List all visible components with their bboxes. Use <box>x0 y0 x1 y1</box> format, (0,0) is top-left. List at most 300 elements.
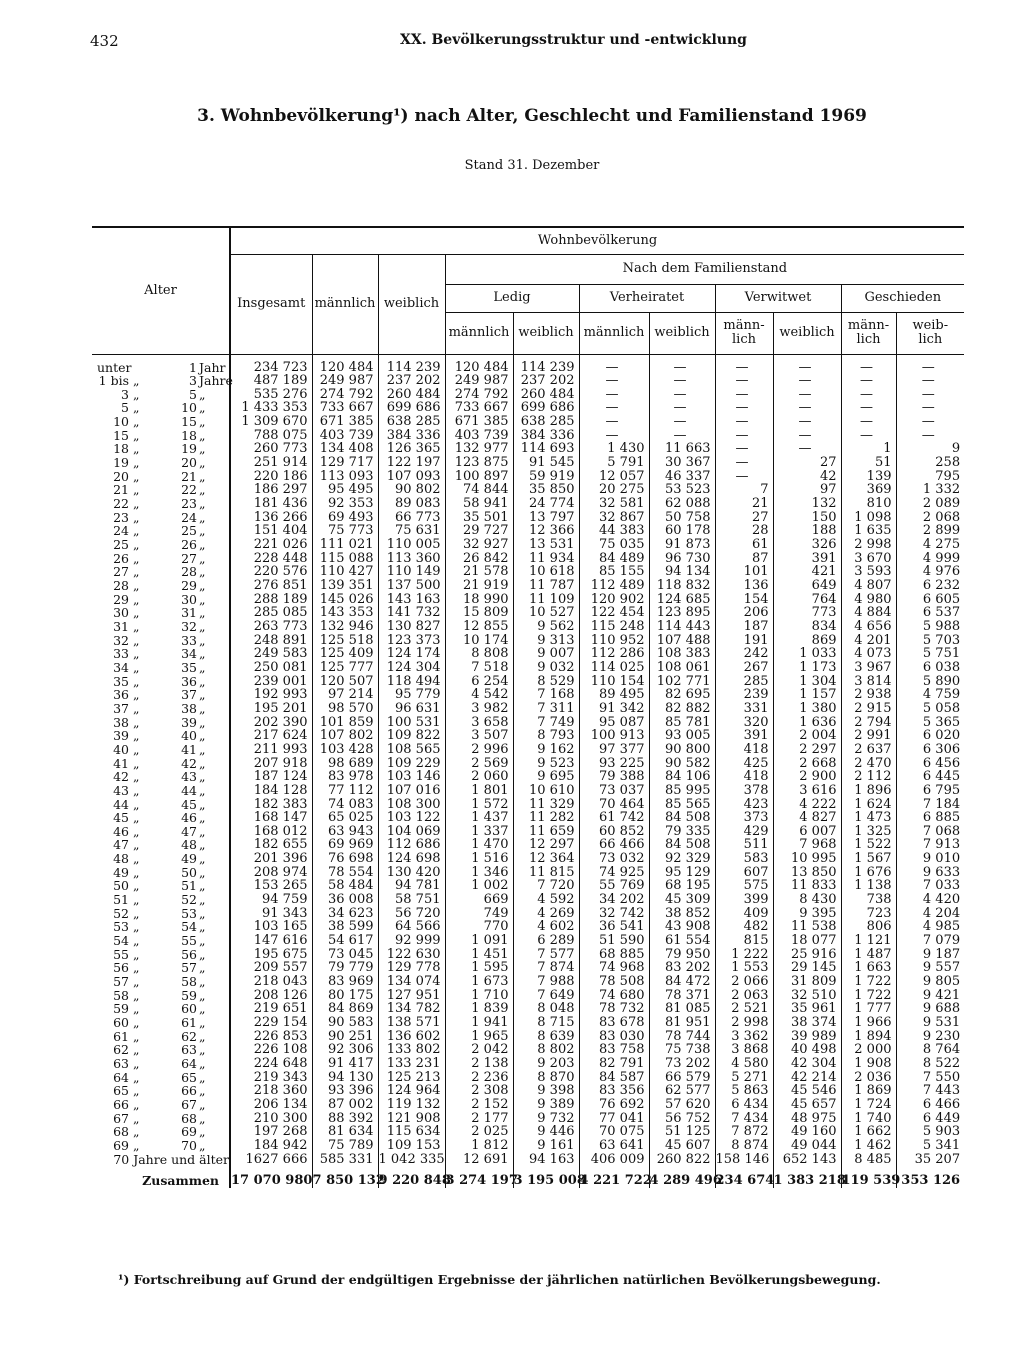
value-cell: 77 112 <box>312 784 378 798</box>
value-cell: 109 153 <box>378 1139 445 1153</box>
value-cell: 202 390 <box>230 716 312 730</box>
value-cell: 220 576 <box>230 565 312 579</box>
value-cell: 201 396 <box>230 852 312 866</box>
value-cell: 9 187 <box>896 948 964 962</box>
value-cell: 4 807 <box>841 579 896 593</box>
age-part: „ <box>199 878 206 894</box>
value-cell: 2 794 <box>841 716 896 730</box>
value-cell: 45 657 <box>773 1098 841 1112</box>
value-cell: — <box>896 374 964 388</box>
age-part: 44 <box>113 796 129 812</box>
age-cell <box>92 456 230 470</box>
value-cell: 58 751 <box>378 893 445 907</box>
value-cell: 10 618 <box>513 565 579 579</box>
age-cell <box>92 907 230 921</box>
value-cell: 810 <box>841 497 896 511</box>
age-cell <box>92 798 230 812</box>
age-part: „ <box>133 837 140 853</box>
value-cell: 136 266 <box>230 511 312 525</box>
value-cell: 46 337 <box>649 470 715 484</box>
age-part: 59 <box>113 1001 129 1017</box>
value-cell: 391 <box>773 552 841 566</box>
value-cell: 132 946 <box>312 620 378 634</box>
age-part: 22 <box>181 482 197 498</box>
value-cell: 30 367 <box>649 456 715 470</box>
value-cell: 11 282 <box>513 811 579 825</box>
age-part: 42 <box>113 769 129 785</box>
table-row <box>92 634 964 648</box>
value-cell: 195 675 <box>230 948 312 962</box>
value-cell: 92 306 <box>312 1043 378 1057</box>
table-row <box>92 401 964 415</box>
age-part: „ <box>133 960 140 976</box>
age-cell <box>92 770 230 784</box>
value-cell: — <box>773 415 841 429</box>
value-cell: 9 161 <box>513 1139 579 1153</box>
value-cell: 228 448 <box>230 552 312 566</box>
value-cell: 699 686 <box>513 401 579 415</box>
table-row <box>92 893 964 907</box>
table-row <box>92 661 964 675</box>
value-cell: 27 <box>773 456 841 470</box>
value-cell: 2 177 <box>445 1112 513 1126</box>
value-cell: 83 978 <box>312 770 378 784</box>
value-cell: 68 195 <box>649 879 715 893</box>
age-part: 39 <box>113 728 129 744</box>
value-cell: 13 850 <box>773 866 841 880</box>
value-cell: 21 578 <box>445 565 513 579</box>
value-cell: 4 275 <box>896 538 964 552</box>
value-cell: 2 152 <box>445 1098 513 1112</box>
age-part: 51 <box>181 878 197 894</box>
age-part: 66 <box>113 1096 129 1112</box>
age-part: „ <box>199 700 206 716</box>
value-cell: 91 417 <box>312 1057 378 1071</box>
value-cell: 11 329 <box>513 798 579 812</box>
age-part: „ <box>199 1083 206 1099</box>
value-cell: 1 812 <box>445 1139 513 1153</box>
value-cell: 1 839 <box>445 1002 513 1016</box>
value-cell: 406 009 <box>579 1153 649 1167</box>
table-row <box>92 879 964 893</box>
age-cell <box>92 647 230 661</box>
header-verheiratet: Verheiratet <box>579 284 715 312</box>
value-cell: 210 300 <box>230 1112 312 1126</box>
value-cell: 74 083 <box>312 798 378 812</box>
value-cell: 834 <box>773 620 841 634</box>
value-cell: 1 309 670 <box>230 415 312 429</box>
value-cell: 7 033 <box>896 879 964 893</box>
table-row <box>92 1030 964 1044</box>
header-nach-familienstand: Nach dem Familienstand <box>445 254 964 284</box>
value-cell: 90 251 <box>312 1030 378 1044</box>
age-part: 15 <box>181 414 197 430</box>
table-row <box>92 811 964 825</box>
age-cell <box>92 634 230 648</box>
value-cell: 70 464 <box>579 798 649 812</box>
value-cell: 136 602 <box>378 1030 445 1044</box>
age-cell <box>92 565 230 579</box>
value-cell: 6 038 <box>896 661 964 675</box>
age-cell <box>92 1057 230 1071</box>
age-part: „ <box>133 1055 140 1071</box>
age-part: 56 <box>181 946 197 962</box>
value-cell: 1 516 <box>445 852 513 866</box>
age-part: „ <box>199 537 206 553</box>
value-cell: — <box>841 415 896 429</box>
value-cell: 1 473 <box>841 811 896 825</box>
age-part: 33 <box>181 632 197 648</box>
value-cell: 764 <box>773 593 841 607</box>
value-cell: 209 557 <box>230 961 312 975</box>
age-part: „ <box>199 496 206 512</box>
value-cell: 103 122 <box>378 811 445 825</box>
value-cell: 60 852 <box>579 825 649 839</box>
table-row <box>92 620 964 634</box>
age-part: „ <box>133 386 140 402</box>
age-part: „ <box>199 386 206 402</box>
value-cell: 85 995 <box>649 784 715 798</box>
value-cell: 4 542 <box>445 688 513 702</box>
value-cell: 9 230 <box>896 1030 964 1044</box>
value-cell: 4 827 <box>773 811 841 825</box>
value-cell: 66 579 <box>649 1071 715 1085</box>
value-cell: 4 580 <box>715 1057 773 1071</box>
value-cell: 4 884 <box>841 606 896 620</box>
value-cell: 7 079 <box>896 934 964 948</box>
age-part: Jahr <box>199 359 226 375</box>
age-part: „ <box>199 605 206 621</box>
age-part: „ <box>133 550 140 566</box>
value-cell: 115 248 <box>579 620 649 634</box>
table-row <box>92 1071 964 1085</box>
age-part: 25 <box>113 537 129 553</box>
value-cell: 1 595 <box>445 961 513 975</box>
age-part: 21 <box>181 468 197 484</box>
value-cell: 75 035 <box>579 538 649 552</box>
age-part: „ <box>133 427 140 443</box>
value-cell: 74 968 <box>579 961 649 975</box>
table-row <box>92 524 964 538</box>
value-cell: 738 <box>841 893 896 907</box>
age-part: „ <box>199 741 206 757</box>
age-part: 37 <box>113 700 129 716</box>
age-cell <box>92 1030 230 1044</box>
value-cell: — <box>649 429 715 443</box>
value-cell: 38 852 <box>649 907 715 921</box>
value-cell: 84 106 <box>649 770 715 784</box>
value-cell: 103 146 <box>378 770 445 784</box>
age-part: „ <box>133 1028 140 1044</box>
value-cell: 4 985 <box>896 920 964 934</box>
value-cell: 4 420 <box>896 893 964 907</box>
age-part: 58 <box>113 987 129 1003</box>
value-cell: — <box>715 415 773 429</box>
age-part: „ <box>133 1124 140 1140</box>
value-cell: 83 678 <box>579 1016 649 1030</box>
value-cell: 2 998 <box>715 1016 773 1030</box>
value-cell: 130 827 <box>378 620 445 634</box>
value-cell: 69 969 <box>312 838 378 852</box>
value-cell: 2 066 <box>715 975 773 989</box>
value-cell: 68 885 <box>579 948 649 962</box>
value-cell: 12 691 <box>445 1153 513 1167</box>
value-cell: 107 802 <box>312 729 378 743</box>
value-cell: 9 203 <box>513 1057 579 1071</box>
age-part: 53 <box>113 919 129 935</box>
value-cell: 2 004 <box>773 729 841 743</box>
value-cell: 1 138 <box>841 879 896 893</box>
value-cell: — <box>896 415 964 429</box>
value-cell: 5 271 <box>715 1071 773 1085</box>
age-part: 51 <box>113 892 129 908</box>
age-part: 29 <box>113 591 129 607</box>
value-cell: 114 443 <box>649 620 715 634</box>
value-cell: 221 026 <box>230 538 312 552</box>
value-cell: 107 016 <box>378 784 445 798</box>
value-cell: 29 145 <box>773 961 841 975</box>
value-cell: 45 607 <box>649 1139 715 1153</box>
age-part: „ <box>133 373 140 389</box>
value-cell: 42 304 <box>773 1057 841 1071</box>
table-row <box>92 784 964 798</box>
value-cell: 218 360 <box>230 1084 312 1098</box>
value-cell: 7 <box>715 483 773 497</box>
value-cell: 12 297 <box>513 838 579 852</box>
value-cell: 58 484 <box>312 879 378 893</box>
value-cell: 403 739 <box>445 429 513 443</box>
value-cell: — <box>773 442 841 456</box>
age-part: „ <box>199 1096 206 1112</box>
value-cell: 418 <box>715 770 773 784</box>
value-cell: 184 128 <box>230 784 312 798</box>
value-cell: — <box>841 401 896 415</box>
value-cell: 2 668 <box>773 757 841 771</box>
age-part: 41 <box>181 741 197 757</box>
value-cell: 139 <box>841 470 896 484</box>
total-value: 4 221 722 <box>579 1166 649 1188</box>
age-part: „ <box>199 455 206 471</box>
value-cell: 125 777 <box>312 661 378 675</box>
header-verh-w: weiblich <box>649 312 715 354</box>
age-part: 40 <box>181 728 197 744</box>
age-part: „ <box>133 755 140 771</box>
value-cell: 113 360 <box>378 552 445 566</box>
header-ledig-w: weiblich <box>513 312 579 354</box>
value-cell: 87 002 <box>312 1098 378 1112</box>
age-part: 30 <box>113 605 129 621</box>
age-part: 24 <box>181 509 197 525</box>
value-cell: 134 408 <box>312 442 378 456</box>
value-cell: 9 421 <box>896 989 964 1003</box>
age-part: „ <box>133 1015 140 1030</box>
value-cell: 8 808 <box>445 647 513 661</box>
value-cell: 84 508 <box>649 811 715 825</box>
age-part: 64 <box>181 1055 197 1071</box>
table-row <box>92 1153 964 1167</box>
value-cell: — <box>579 401 649 415</box>
value-cell: 93 396 <box>312 1084 378 1098</box>
table-subtitle: Stand 31. Dezember <box>464 158 600 173</box>
value-cell: 421 <box>773 565 841 579</box>
age-part: „ <box>199 673 206 689</box>
value-cell: 34 202 <box>579 893 649 907</box>
value-cell: 45 546 <box>773 1084 841 1098</box>
age-part: „ <box>133 605 140 621</box>
value-cell: 187 124 <box>230 770 312 784</box>
value-cell: 95 129 <box>649 866 715 880</box>
age-cell <box>92 593 230 607</box>
value-cell: 150 <box>773 511 841 525</box>
age-cell <box>92 373 233 389</box>
value-cell: 3 593 <box>841 565 896 579</box>
value-cell: 418 <box>715 743 773 757</box>
value-cell: 7 434 <box>715 1112 773 1126</box>
value-cell: 699 686 <box>378 401 445 415</box>
value-cell: 91 873 <box>649 538 715 552</box>
value-cell: 11 659 <box>513 825 579 839</box>
age-part: 23 <box>113 509 129 525</box>
value-cell: 7 550 <box>896 1071 964 1085</box>
age-part: „ <box>199 933 206 949</box>
value-cell: 6 605 <box>896 593 964 607</box>
age-part: „ <box>133 974 140 990</box>
age-part: 15 <box>113 427 129 443</box>
age-cell <box>92 784 230 798</box>
value-cell: 75 738 <box>649 1043 715 1057</box>
age-part: „ <box>133 905 140 921</box>
value-cell: 1 894 <box>841 1030 896 1044</box>
age-cell <box>92 852 230 866</box>
age-cell <box>92 811 230 825</box>
value-cell: 94 759 <box>230 893 312 907</box>
value-cell: 1 121 <box>841 934 896 948</box>
value-cell: 24 774 <box>513 497 579 511</box>
age-part: 55 <box>113 946 129 962</box>
value-cell: — <box>773 401 841 415</box>
table-row <box>92 961 964 975</box>
table-row <box>92 565 964 579</box>
value-cell: 9 162 <box>513 743 579 757</box>
value-cell: 93 005 <box>649 729 715 743</box>
value-cell: 320 <box>715 716 773 730</box>
value-cell: 1 304 <box>773 675 841 689</box>
value-cell: 369 <box>841 483 896 497</box>
value-cell: 49 044 <box>773 1139 841 1153</box>
table-row <box>92 716 964 730</box>
value-cell: 11 538 <box>773 920 841 934</box>
age-part: „ <box>199 796 206 812</box>
value-cell: 114 239 <box>513 354 579 374</box>
value-cell: 5 703 <box>896 634 964 648</box>
value-cell: 1 567 <box>841 852 896 866</box>
age-part: 38 <box>113 714 129 730</box>
value-cell: 3 814 <box>841 675 896 689</box>
age-part: „ <box>199 1015 206 1030</box>
value-cell: 1 572 <box>445 798 513 812</box>
value-cell: 2 112 <box>841 770 896 784</box>
value-cell: 130 420 <box>378 866 445 880</box>
value-cell: 29 727 <box>445 524 513 538</box>
value-cell: 87 <box>715 552 773 566</box>
value-cell: 9 389 <box>513 1098 579 1112</box>
value-cell: 1627 666 <box>230 1153 312 1167</box>
value-cell: 107 093 <box>378 470 445 484</box>
value-cell: 34 623 <box>312 907 378 921</box>
value-cell: 101 <box>715 565 773 579</box>
value-cell: 35 850 <box>513 483 579 497</box>
value-cell: 114 693 <box>513 442 579 456</box>
value-cell: 181 436 <box>230 497 312 511</box>
value-cell: 511 <box>715 838 773 852</box>
table-row <box>92 1139 964 1153</box>
value-cell: 102 771 <box>649 675 715 689</box>
value-cell: 251 914 <box>230 456 312 470</box>
age-part: „ <box>133 700 140 716</box>
value-cell: 260 484 <box>513 388 579 402</box>
table-body <box>92 354 964 1188</box>
age-part: 10 <box>181 400 197 416</box>
age-part: 20 <box>113 468 129 484</box>
value-cell: 75 631 <box>378 524 445 538</box>
value-cell: 4 602 <box>513 920 579 934</box>
value-cell: 21 919 <box>445 579 513 593</box>
value-cell: 82 882 <box>649 702 715 716</box>
value-cell: 79 335 <box>649 825 715 839</box>
value-cell: 9 633 <box>896 866 964 880</box>
value-cell: 3 658 <box>445 716 513 730</box>
value-cell: 5 903 <box>896 1125 964 1139</box>
value-cell: 1 740 <box>841 1112 896 1126</box>
value-cell: 6 306 <box>896 743 964 757</box>
value-cell: 6 795 <box>896 784 964 798</box>
age-cell <box>92 511 230 525</box>
table-row <box>92 538 964 552</box>
page-number: 432 <box>90 32 119 50</box>
value-cell: — <box>579 388 649 402</box>
table-row <box>92 1112 964 1126</box>
value-cell: 2 060 <box>445 770 513 784</box>
value-cell: 51 590 <box>579 934 649 948</box>
value-cell: — <box>896 429 964 443</box>
value-cell: 3 670 <box>841 552 896 566</box>
age-part: „ <box>199 1055 206 1071</box>
value-cell: 78 554 <box>312 866 378 880</box>
value-cell: 121 908 <box>378 1112 445 1126</box>
value-cell: 6 007 <box>773 825 841 839</box>
value-cell: 101 859 <box>312 716 378 730</box>
value-cell: 2 470 <box>841 757 896 771</box>
age-part: „ <box>133 673 140 689</box>
value-cell: — <box>649 354 715 374</box>
value-cell: 84 508 <box>649 838 715 852</box>
age-cell <box>92 825 230 839</box>
value-cell: 1 042 335 <box>378 1151 445 1167</box>
value-cell: 28 <box>715 524 773 538</box>
age-part: 68 <box>181 1110 197 1126</box>
age-cell <box>92 838 230 852</box>
value-cell: 74 680 <box>579 989 649 1003</box>
age-part: „ <box>133 714 140 730</box>
value-cell: 78 508 <box>579 975 649 989</box>
value-cell: 229 154 <box>230 1016 312 1030</box>
value-cell: 96 730 <box>649 552 715 566</box>
value-cell: 110 154 <box>579 675 649 689</box>
age-part: 42 <box>181 755 197 771</box>
age-part: „ <box>133 1137 140 1153</box>
value-cell: 1 033 <box>773 647 841 661</box>
age-part: unter <box>97 359 132 375</box>
